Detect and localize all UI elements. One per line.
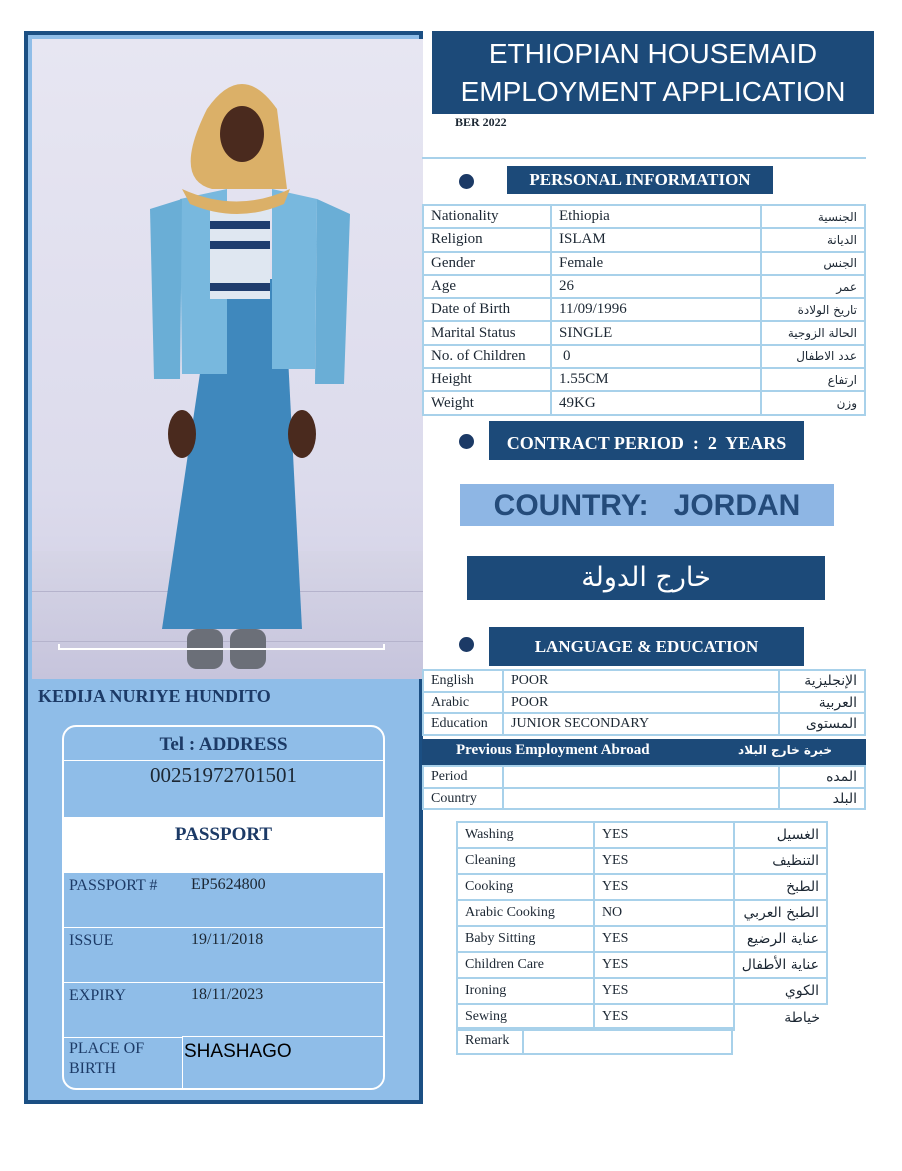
remark-table [456,1027,733,1055]
table-row [423,345,865,368]
skill-label: Ironing [457,978,594,1004]
table-row [423,275,865,298]
skill-value: YES [594,822,734,848]
previous-employment-heading [422,739,866,766]
table-row [423,766,865,788]
table-row [457,874,827,900]
passport-number-row [64,873,383,928]
table-row [423,692,865,714]
table-row [423,670,865,692]
title-line-2: EMPLOYMENT APPLICATION [460,76,846,107]
skill-ar: الطبخ [734,874,827,900]
country-value [503,788,779,810]
passport-number-label: PASSPORT # [69,877,158,894]
bullet-icon [459,637,474,652]
height-label: Height [423,368,551,391]
place-of-birth-label: PLACE OF BIRTH [69,1040,145,1077]
skill-label: Arabic Cooking [457,900,594,926]
marital-value: SINGLE [551,321,761,344]
arabic-label: Arabic [423,692,503,714]
personal-info-heading: PERSONAL INFORMATION [507,166,773,194]
language-education-heading: LANGUAGE & EDUCATION [489,627,804,666]
candidate-photo [32,39,423,679]
english-ar: الإنجليزية [779,670,865,692]
weight-label: Weight [423,391,551,414]
table-row [423,252,865,275]
religion-ar: الديانة [761,228,865,251]
table-row [423,788,865,810]
skill-value: YES [594,1004,734,1030]
skill-label: Children Care [457,952,594,978]
height-value: 1.55CM [551,368,761,391]
country-arabic: خارج الدولة [467,556,825,600]
skill-ar: الكوي [734,978,827,1004]
table-row [423,391,865,414]
passport-number-value: EP5624800 [191,876,266,893]
skill-label: Cooking [457,874,594,900]
religion-label: Religion [423,228,551,251]
issue-label: ISSUE [69,932,114,949]
country-english: COUNTRY: JORDAN [460,484,834,526]
skill-ar: الغسيل [734,822,827,848]
education-label: Education [423,713,503,735]
skill-label: Cleaning [457,848,594,874]
place-of-birth-value: SHASHAGO [184,1041,292,1062]
english-label: English [423,670,503,692]
period-ar: المده [779,766,865,788]
skill-value: NO [594,900,734,926]
skill-label: Baby Sitting [457,926,594,952]
expiry-row [64,983,383,1038]
previous-employment-title-ar: خبرة خارج البلاد [738,743,832,757]
nationality-value: Ethiopia [551,205,761,228]
weight-ar: وزن [761,391,865,414]
skill-value: YES [594,926,734,952]
education-value: JUNIOR SECONDARY [503,713,779,735]
skill-value: YES [594,874,734,900]
table-row [423,713,865,735]
skill-label: Sewing [457,1004,594,1030]
skill-ar: التنظيف [734,848,827,874]
remark-value [523,1028,732,1054]
skill-label: Washing [457,822,594,848]
candidate-name: KEDIJA NURIYE HUNDITO [38,686,271,706]
previous-employment-title: Previous Employment Abroad [456,742,650,758]
table-row [423,228,865,251]
arabic-value: POOR [503,692,779,714]
phone-number: 00251972701501 [150,763,297,787]
skill-ar: خياطة [734,1004,827,1030]
nationality-ar: الجنسية [761,205,865,228]
age-ar: عمر [761,275,865,298]
skills-table [456,821,828,1031]
title-line-1: ETHIOPIAN HOUSEMAID [488,38,818,69]
skill-value: YES [594,978,734,1004]
table-row [423,298,865,321]
issue-row [64,928,383,983]
period-value [503,766,779,788]
skill-value: YES [594,952,734,978]
period-label: Period [423,766,503,788]
table-row [423,368,865,391]
dob-value: 11/09/1996 [551,298,761,321]
children-value: 0 [551,345,761,368]
reference-code: BER 2022 [455,115,507,129]
weight-value: 49KG [551,391,761,414]
previous-employment-table [422,765,866,810]
country-label: Country [423,788,503,810]
photo-frame-edge [58,644,385,650]
tel-address-heading: Tel : ADDRESS [64,727,383,761]
table-row [457,952,827,978]
age-label: Age [423,275,551,298]
gender-value: Female [551,252,761,275]
table-row [457,822,827,848]
expiry-value: 18/11/2023 [191,986,264,1003]
table-row [423,321,865,344]
divider [422,157,866,159]
arabic-ar: العربية [779,692,865,714]
skill-ar: عناية الأطفال [734,952,827,978]
dob-label: Date of Birth [423,298,551,321]
height-ar: ارتفاع [761,368,865,391]
table-row [457,848,827,874]
language-table [422,669,866,736]
nationality-label: Nationality [423,205,551,228]
skill-ar: الطبخ العربي [734,900,827,926]
issue-value: 19/11/2018 [191,931,264,948]
personal-info-table [422,204,866,416]
gender-ar: الجنس [761,252,865,275]
children-label: No. of Children [423,345,551,368]
skill-ar: عناية الرضيع [734,926,827,952]
religion-value: ISLAM [551,228,761,251]
country-ar: البلد [779,788,865,810]
age-value: 26 [551,275,761,298]
dob-ar: تاريخ الولادة [761,298,865,321]
remark-label: Remark [457,1028,523,1054]
marital-label: Marital Status [423,321,551,344]
table-row [457,1028,732,1054]
contact-box [62,725,385,1090]
education-ar: المستوى [779,713,865,735]
place-of-birth-row [64,1036,383,1090]
document-title [432,31,874,114]
bullet-icon [459,434,474,449]
marital-ar: الحالة الزوجية [761,321,865,344]
gender-label: Gender [423,252,551,275]
children-ar: عدد الاطفال [761,345,865,368]
skill-value: YES [594,848,734,874]
english-value: POOR [503,670,779,692]
expiry-label: EXPIRY [69,987,126,1004]
candidate-figure [32,39,423,679]
table-row [457,900,827,926]
table-row [457,978,827,1004]
passport-heading: PASSPORT [64,817,383,873]
table-row [457,926,827,952]
bullet-icon [459,174,474,189]
contract-period-heading: CONTRACT PERIOD : 2 YEARS [489,421,804,460]
table-row [423,205,865,228]
